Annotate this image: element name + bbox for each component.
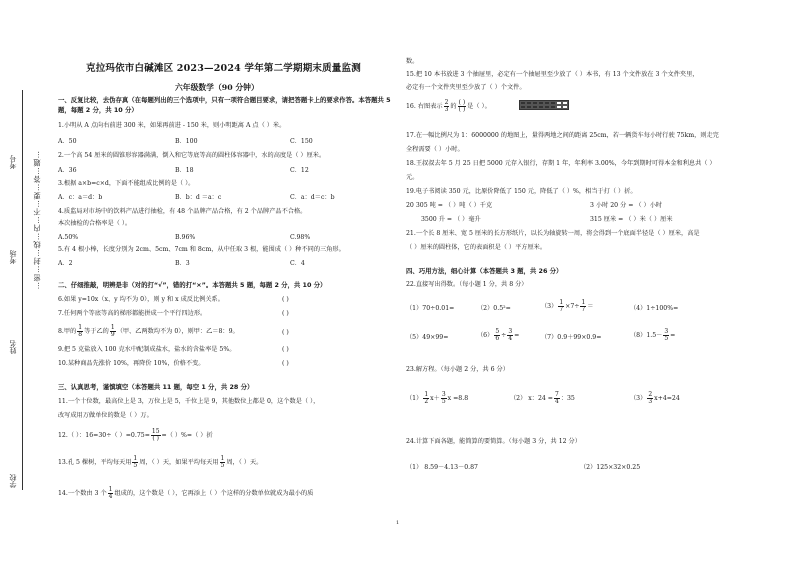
question-20-b: 3 小时 20 分 = （ ）小时: [590, 202, 663, 209]
question-18: 18.王叔叔去年 5 月 25 日把 5000 元存入银行，存期 1 年，年利率 3.00%，今年到期时可得本金和利息共（ ）: [406, 160, 716, 167]
q1-option-b[interactable]: B．100: [175, 138, 198, 145]
q22-item-8: （8）1.5－ $\frac{3}{5}$ =: [630, 328, 676, 342]
q3-option-a[interactable]: A．c：a＝d：b: [58, 194, 103, 201]
q13-fraction-2: $\frac{1}{5}$: [220, 455, 225, 469]
q3-option-c[interactable]: C．a：d＝c：b: [290, 194, 335, 201]
q23-item-2: （2） x：24 = $\frac{7}{4}$ ：35: [510, 391, 575, 405]
q8-text-c: （甲、乙两数均不为 0），则甲：乙＝8：9。: [116, 328, 239, 335]
question-16: [406, 100, 491, 113]
question-10: 10.某种商品先涨价 10%，再降价 10%，价格不变。: [58, 360, 205, 367]
q6-answer[interactable]: ( ): [282, 296, 289, 303]
q22-item-6: （6） $\frac{5}{6}$ ÷ $\frac{3}{4}$ =: [477, 328, 520, 342]
q22-item-2: （2）0.5²=: [477, 305, 511, 312]
q8-fraction-1: $\frac{1}{8}$: [78, 324, 83, 338]
question-15: 15.把 10 本书放进 3 个抽屉里，必定有一个抽屉里至少放了（ ）本书，有 13 个文件放在 3 个文件夹里，: [406, 71, 699, 78]
question-8: [58, 325, 239, 338]
q13-fraction-1: $\frac{1}{5}$: [133, 455, 138, 469]
question-14-cont: 数。: [406, 58, 419, 65]
question-20-a: 20 305 吨 = （ ）吨（ ）千克: [406, 202, 493, 209]
q9-answer[interactable]: ( ): [282, 346, 289, 353]
page-title: 克拉玛依市白碱滩区 2023—2024 学年第二学期期末质量监测: [86, 63, 361, 74]
q10-answer[interactable]: ( ): [282, 360, 289, 367]
question-9: 9.把 5 克盐放入 100 克水中配制成盐水，盐水的含盐率是 5%。: [58, 346, 236, 353]
question-12: [58, 429, 213, 442]
page-number: 1: [396, 520, 400, 526]
question-21-cont: （ ）厘米的圆柱体，它的表面积是（ ）平方厘米。: [406, 244, 547, 251]
question-2: 2.一个高 54 厘米的圆锥形容器满满，倒入和它等底等高的圆柱体容器中，水的高度是（ ）厘米。: [58, 152, 326, 159]
q24-item-1: （1） 8.59－4.13－0.87: [406, 464, 478, 471]
question-15-cont: 必定有一个文件夹里至少放了（ ）个文件。: [406, 84, 526, 91]
question-13: [58, 456, 262, 469]
section3-heading: 三、认真思考，谨慎填空（本答题共 11 题，每空 1 分，共 28 分）: [58, 383, 254, 391]
sidebar-seat-label: 考号: [9, 155, 17, 169]
q22-item-3: （3） $\frac{1}{7}$ ×7÷ $\frac{1}{7}$ ＝: [541, 299, 594, 313]
question-4-cont: 本次抽检的合格率是（ ）。: [58, 220, 132, 227]
q2-option-a[interactable]: A．36: [58, 167, 77, 174]
question-23: 23.解方程。（每小题 2 分，共 6 分）: [406, 366, 509, 373]
question-20-d: 315 厘米 = （ ）米（ ）厘米: [590, 216, 673, 223]
question-22: 22.直接写出得数。（每小题 1 分，共 8 分）: [406, 281, 528, 288]
q3-option-b[interactable]: B．b：d ＝a：c: [175, 194, 222, 201]
question-11-cont: 改写成用万做单位的数是（ ）万。: [58, 412, 153, 419]
q8-fraction-2: $\frac{1}{9}$: [110, 324, 115, 338]
q22-item-5: （5）49×99=: [406, 334, 449, 341]
q22-item-7: （7）0.9＋99×0.9=: [541, 334, 602, 341]
section2-heading: 二、仔细推敲，明辨是非（对的打“√”，错的打“×”。本答题共 5 题，每题 2 分，共 10 分）: [58, 281, 327, 289]
sidebar-name-label: 姓名: [9, 340, 17, 354]
question-24: 24.计算下面各题，能简算的要简算。（每小题 3 分，共 12 分）: [406, 438, 581, 445]
q4-option-a[interactable]: A.50%: [58, 234, 79, 241]
q13-text-c: 周，（ ）天。: [226, 459, 263, 466]
q4-option-c[interactable]: C.98%: [290, 234, 311, 241]
question-17-cont: 全程需要（ ）小时。: [406, 146, 464, 153]
seal-line-text: …密…封…线…内…不…要…答…题…: [32, 150, 41, 290]
sidebar-blank-line: [22, 90, 23, 490]
q4-option-b[interactable]: B.96%: [175, 234, 196, 241]
q16-text-a: 16. 右图表示: [406, 103, 443, 110]
q8-text-b: 等于乙的: [84, 328, 109, 335]
q13-text-b: 周，（ ）天，如果平均每天用: [139, 459, 219, 466]
question-7: 7.任何两个等底等高的梯形都能拼成一个平行四边形。: [58, 310, 207, 317]
question-14: [58, 487, 313, 500]
q2-option-c[interactable]: C．12: [290, 167, 309, 174]
q1-option-c[interactable]: C．150: [290, 138, 313, 145]
q14-text-a: 14.一个数由 3 个: [58, 490, 107, 497]
q12-text-a: 12.（ ）：16=30÷（ ）=0.75=: [58, 432, 150, 439]
q12-text-b: =（ ）%=（ ）折: [161, 432, 213, 439]
section4-heading: 四、巧用方法，细心计算（本答题共 3 题，共 26 分）: [406, 267, 563, 275]
question-1: 1.小明从 A 点向右前进 300 米，如果再前进 - 150 米，则小明距离 A 点（ ）米。: [58, 122, 286, 129]
question-6: 6.如果 y=10x（x、y 均不为 0），则 y 和 x 成反比例关系。: [58, 296, 224, 303]
q24-item-2: （2）125×32×0.25: [580, 464, 641, 471]
q14-text-b: 组成的，这个数是（ ），它再添上（ ）个这样的分数单位就成为最小的质: [114, 490, 314, 497]
sidebar-exam-room-label: 考场: [9, 250, 17, 264]
question-11: 11.一个十位数，最高位上是 3，万位上是 5，千位上是 9，其他数位上都是 0，这个数是（ ），: [58, 398, 320, 405]
q5-option-a[interactable]: A．2: [58, 260, 73, 267]
q16-text-b: 的: [450, 103, 457, 110]
q23-item-1: （1） $\frac{1}{2}$ x＋ $\frac{3}{5}$ x =8.8: [406, 391, 469, 405]
q16-fraction-blank[interactable]: $\frac{( )}{( )}$: [458, 99, 466, 113]
q14-fraction: $\frac{1}{4}$: [108, 486, 113, 500]
q1-option-a[interactable]: A．50: [58, 138, 77, 145]
q5-option-b[interactable]: B．3: [175, 260, 190, 267]
q16-fraction-1: $\frac{2}{3}$: [444, 99, 449, 113]
question-20-c: 3500 升 = （ ）毫升: [421, 216, 481, 223]
question-21: 21.一个长 8 厘米、宽 5 厘米的长方形纸片，以长为轴旋转一周，将会得到一个底面半径是（ ）厘米，高是: [406, 230, 700, 237]
q8-text-a: 8.甲的: [58, 328, 77, 335]
q22-item-1: （1）70÷0.01=: [406, 305, 455, 312]
q22-item-4: （4）1÷100%=: [630, 305, 679, 312]
question-17: 17.在一幅比例尺为 1：6000000 的地图上，量得两地之间的距离 25cm，若一辆货车每小时行驶 75km，则走完: [406, 132, 719, 139]
q16-text-c: 是（ ）。: [467, 103, 491, 110]
section1-heading: 一、反复比较，去伪存真（在每题列出的三个选项中，只有一项符合题目要求，请把答题卡上的要求作答。本答题共 5 题，每题 2 分，共 10 分）: [58, 96, 391, 114]
sidebar-school-label: 学校: [9, 474, 17, 488]
question-4: 4.质监局对市场中的饮料产品进行抽检，有 48 个品牌产品合格，有 2 个品牌产品不合格。: [58, 208, 307, 215]
question-5: 5.有 4 根小棒，长度分别为 2cm、5cm、7cm 和 8cm，从中任取 3 根，能围成（ ）种不同的三角形。: [58, 246, 345, 253]
q7-answer[interactable]: ( ): [282, 310, 289, 317]
page-subtitle: 六年级数学（90 分钟）: [175, 83, 259, 92]
question-19: 19.电子书阅读 350 元，比原价降低了 150 元，降低了（ ）%，相当于打（ ）折。: [406, 188, 637, 195]
question-3: 3.根据 a×b=c×d，下面不能组成比例的是（ ）。: [58, 180, 195, 187]
q12-fraction: $\frac{15}{( )}$: [151, 428, 160, 442]
q16-shaded-grid: [519, 100, 569, 110]
question-18-cont: 元。: [406, 174, 419, 181]
q8-answer[interactable]: ( ): [282, 329, 289, 336]
q13-text-a: 13.孔 5 棵树，平均每天用: [58, 459, 132, 466]
q23-item-3: （3） $\frac{2}{3}$ x+4=24: [630, 391, 680, 405]
q5-option-c[interactable]: C．4: [290, 260, 305, 267]
q2-option-b[interactable]: B．18: [175, 167, 194, 174]
